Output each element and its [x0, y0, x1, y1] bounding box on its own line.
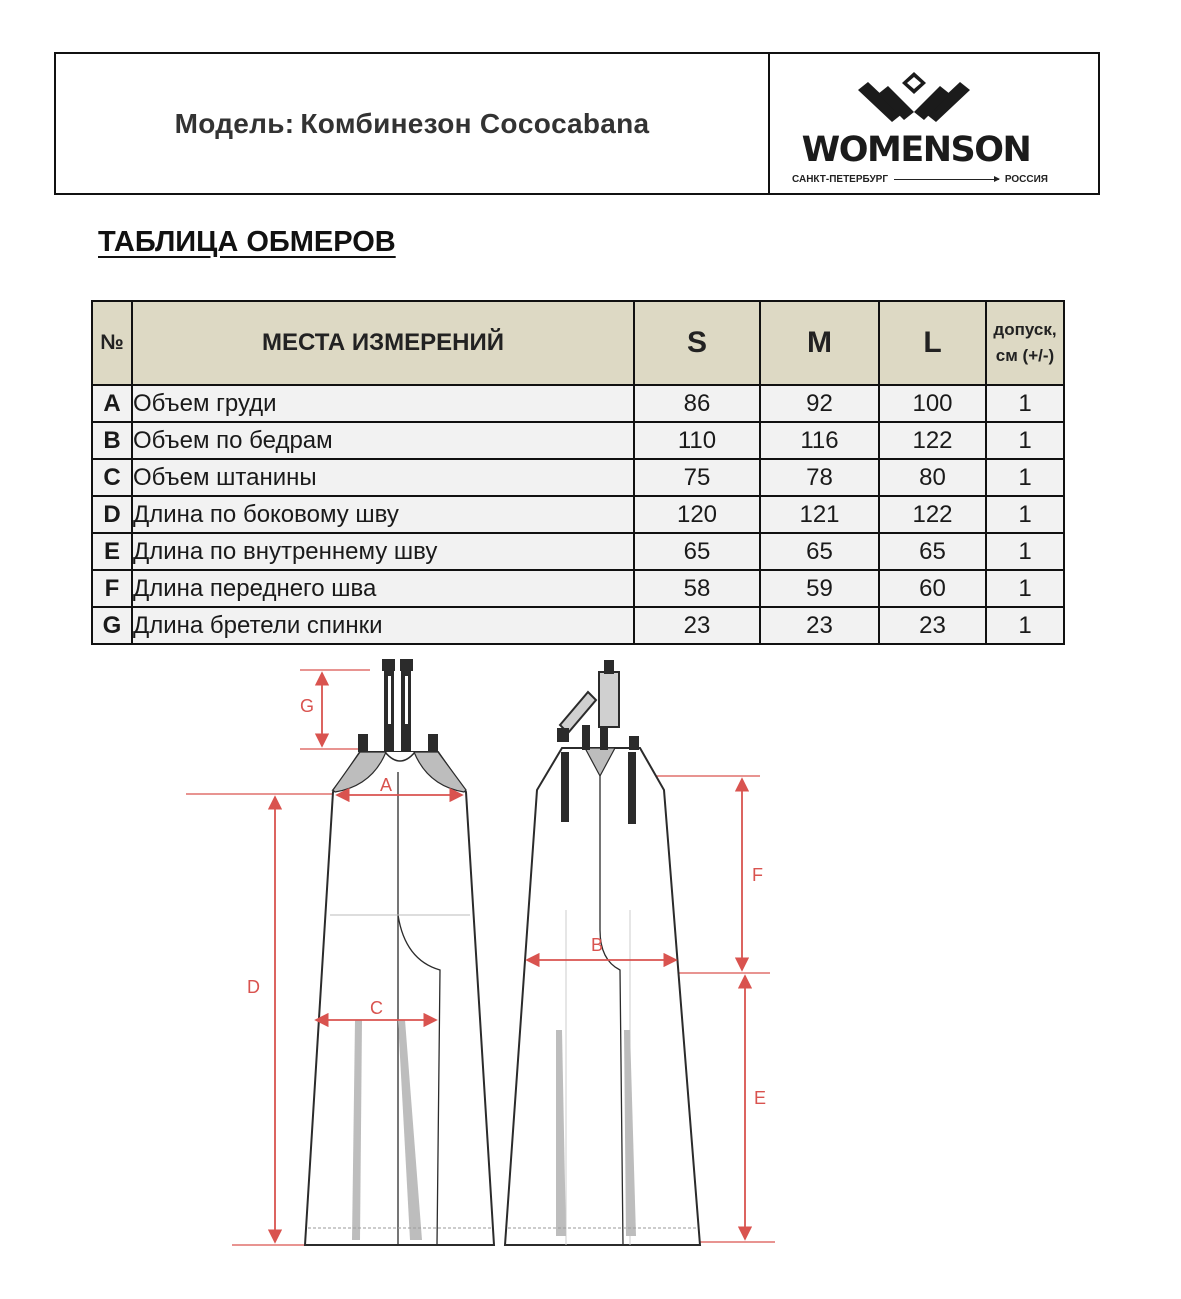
row-tolerance: 1 [986, 422, 1064, 459]
row-name: Длина переднего шва [132, 570, 634, 607]
brand-country: РОССИЯ [1004, 174, 1048, 185]
table-row [92, 459, 1064, 496]
row-size-m: 78 [760, 459, 879, 496]
front-strap-clip [382, 659, 395, 671]
model-label: Модель: [174, 107, 295, 139]
back-strap-left [561, 752, 569, 822]
row-name: Объем груди [132, 385, 634, 422]
row-size-l: 80 [879, 459, 986, 496]
front-strap-stitch [405, 676, 408, 724]
header-tolerance-line1: допуск, [993, 320, 1057, 339]
header-no: № [92, 301, 132, 385]
back-strap-tab [582, 725, 590, 750]
label-c: C [370, 998, 383, 1018]
back-button-left [557, 728, 569, 742]
row-tolerance: 1 [986, 385, 1064, 422]
label-a: A [380, 775, 393, 795]
row-size-l: 23 [879, 607, 986, 644]
back-strap-folded [560, 692, 596, 733]
label-g: G [300, 696, 315, 716]
row-size-l: 60 [879, 570, 986, 607]
row-tolerance: 1 [986, 533, 1064, 570]
model-name: Комбинезон Cococabana [300, 107, 650, 139]
row-size-m: 92 [760, 385, 879, 422]
row-size-s: 65 [634, 533, 760, 570]
measurement-table [91, 300, 1065, 645]
row-name: Объем по бедрам [132, 422, 634, 459]
table-header-row [92, 301, 1064, 385]
row-size-m: 121 [760, 496, 879, 533]
header-size-m: M [760, 301, 879, 385]
row-size-l: 100 [879, 385, 986, 422]
row-tolerance: 1 [986, 607, 1064, 644]
label-e: E [754, 1088, 767, 1108]
row-tolerance: 1 [986, 570, 1064, 607]
row-code: F [92, 570, 132, 607]
row-size-m: 23 [760, 607, 879, 644]
row-size-s: 120 [634, 496, 760, 533]
row-name: Длина бретели спинки [132, 607, 634, 644]
row-size-m: 116 [760, 422, 879, 459]
row-size-s: 110 [634, 422, 760, 459]
header-box [54, 52, 1100, 195]
brand-mark-icon [858, 72, 970, 130]
back-body-outline [505, 748, 700, 1245]
row-code: D [92, 496, 132, 533]
table-row [92, 496, 1064, 533]
row-code: C [92, 459, 132, 496]
header-size-s: S [634, 301, 760, 385]
row-code: G [92, 607, 132, 644]
section-title: ТАБЛИЦА ОБМЕРОВ [98, 226, 396, 258]
header-measure-place: МЕСТА ИЗМЕРЕНИЙ [132, 301, 634, 385]
back-strap-clip [604, 660, 614, 674]
front-strap-clip [400, 659, 413, 671]
front-body-outline [305, 752, 494, 1245]
garment-drawing [0, 650, 1181, 1299]
brand-city: САНКТ-ПЕТЕРБУРГ [792, 174, 889, 185]
row-name: Длина по боковому шву [132, 496, 634, 533]
table-row [92, 422, 1064, 459]
row-size-m: 65 [760, 533, 879, 570]
front-view [305, 659, 494, 1245]
back-strap-tab [600, 725, 608, 750]
header-tolerance [986, 301, 1064, 385]
row-tolerance: 1 [986, 496, 1064, 533]
brand-logo [770, 54, 1098, 193]
back-strap-upright [599, 672, 619, 727]
row-code: E [92, 533, 132, 570]
row-size-s: 75 [634, 459, 760, 496]
label-f: F [752, 865, 763, 885]
front-strap-stitch [388, 676, 391, 724]
row-size-l: 122 [879, 496, 986, 533]
front-button-right [428, 734, 438, 752]
row-name: Длина по внутреннему шву [132, 533, 634, 570]
header-tolerance-line2: см (+/-) [995, 346, 1055, 365]
table-row [92, 533, 1064, 570]
row-tolerance: 1 [986, 459, 1064, 496]
table-row [92, 385, 1064, 422]
arrow-right-icon [894, 179, 999, 180]
row-size-s: 23 [634, 607, 760, 644]
back-button-right [629, 736, 639, 750]
header-size-l: L [879, 301, 986, 385]
table-row [92, 607, 1064, 644]
row-size-s: 58 [634, 570, 760, 607]
back-strap-right [628, 752, 636, 824]
row-code: B [92, 422, 132, 459]
brand-tagline [792, 174, 1048, 185]
row-name: Объем штанины [132, 459, 634, 496]
row-code: A [92, 385, 132, 422]
row-size-l: 122 [879, 422, 986, 459]
label-b: B [591, 935, 604, 955]
model-title [56, 54, 770, 193]
row-size-l: 65 [879, 533, 986, 570]
front-button-left [358, 734, 368, 752]
label-d: D [247, 977, 260, 997]
row-size-m: 59 [760, 570, 879, 607]
row-size-s: 86 [634, 385, 760, 422]
table-row [92, 570, 1064, 607]
brand-name: WOMENSON [801, 130, 1031, 170]
